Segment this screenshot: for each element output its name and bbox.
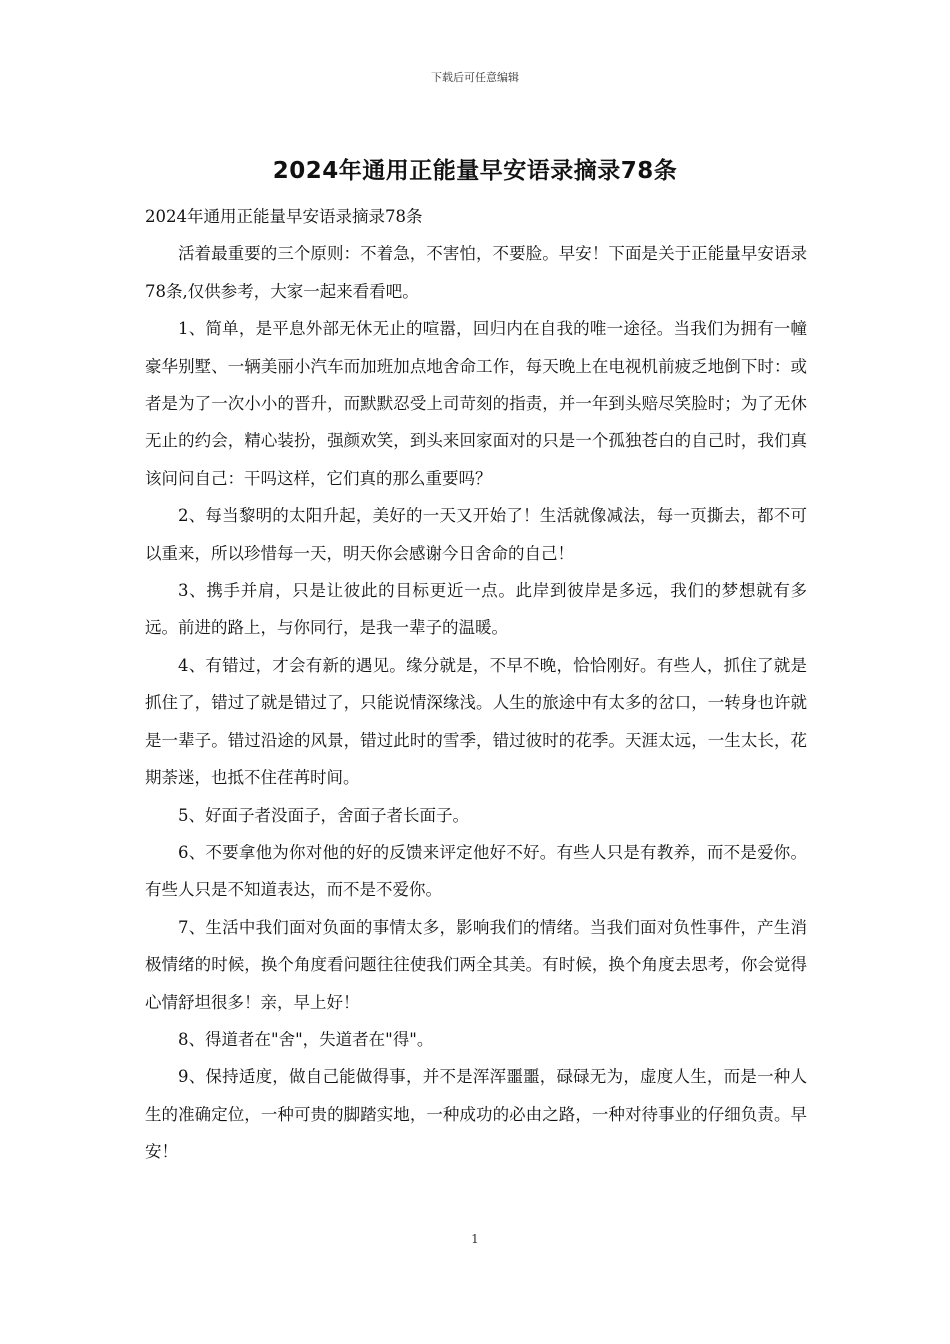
intro-paragraph: 活着最重要的三个原则：不着急，不害怕，不要脸。早安！下面是关于正能量早安语录78条,仅供参考，大家一起来看看吧。 (145, 244, 807, 301)
page-number: 1 (471, 1232, 479, 1246)
header-note: 下载后可任意编辑 (431, 71, 519, 84)
paragraph-3: 3、携手并肩，只是让彼此的目标更近一点。此岸到彼岸是多远，我们的梦想就有多远。前进的路上，与你同行，是我一辈子的温暖。 (145, 581, 807, 638)
paragraph-5: 5、好面子者没面子，舍面子者长面子。 (178, 805, 469, 825)
paragraph-6: 6、不要拿他为你对他的好的反馈来评定他好不好。有些人只是有教养，而不是爱你。有些人只是不知道表达，而不是不爱你。 (145, 842, 807, 900)
paragraph-2: 2、每当黎明的太阳升起，美好的一天又开始了！生活就像减法，每一页撕去，都不可以重来，所以珍惜每一天，明天你会感谢今日舍命的自己！ (145, 506, 807, 563)
paragraph-7: 7、生活中我们面对负面的事情太多，影响我们的情绪。当我们面对负性事件，产生消极情绪的时候，换个角度看问题往往使我们两全其美。有时候，换个角度去思考，你会觉得心情舒坦很多！亲，早上好！ (145, 917, 807, 1012)
paragraph-9: 9、保持适度，做自己能做得事，并不是浑浑噩噩，碌碌无为，虚度人生，而是一种人生的准确定位，一种可贵的脚踏实地，一种成功的必由之路，一种对待事业的仔细负责。早安！ (145, 1067, 807, 1162)
document-title: 2024年通用正能量早安语录摘录78条 (272, 158, 678, 184)
paragraph-1: 1、简单，是平息外部无休无止的喧嚣，回归内在自我的唯一途径。当我们为拥有一幢豪华别墅、一辆美丽小汽车而加班加点地舍命工作，每天晚上在电视机前疲乏地倒下时：或者是为了一次小小的晋升，而默默忍受上司苛刻的指责，并一年到头赔尽笑脸时；为了无休无止的约会，精心装扮，强颜欢笑，到头来回家面对的只是一个孤独苍白的自己时，我们真该问问自己：干吗这样，它们真的那么重要吗？ (145, 319, 807, 488)
document-subtitle: 2024年通用正能量早安语录摘录78条 (145, 207, 423, 226)
paragraph-4: 4、有错过，才会有新的遇见。缘分就是，不早不晚，恰恰刚好。有些人，抓住了就是抓住了，错过了就是错过了，只能说情深缘浅。人生的旅途中有太多的岔口，一转身也许就是一辈子。错过沿途的风景，错过此时的雪季，错过彼时的花季。天涯太远，一生太长，花期荼迷，也抵不住荏苒时间。 (145, 655, 807, 788)
paragraph-8: 8、得道者在"舍"，失道者在"得"。 (178, 1029, 434, 1049)
document-body (145, 198, 807, 1171)
